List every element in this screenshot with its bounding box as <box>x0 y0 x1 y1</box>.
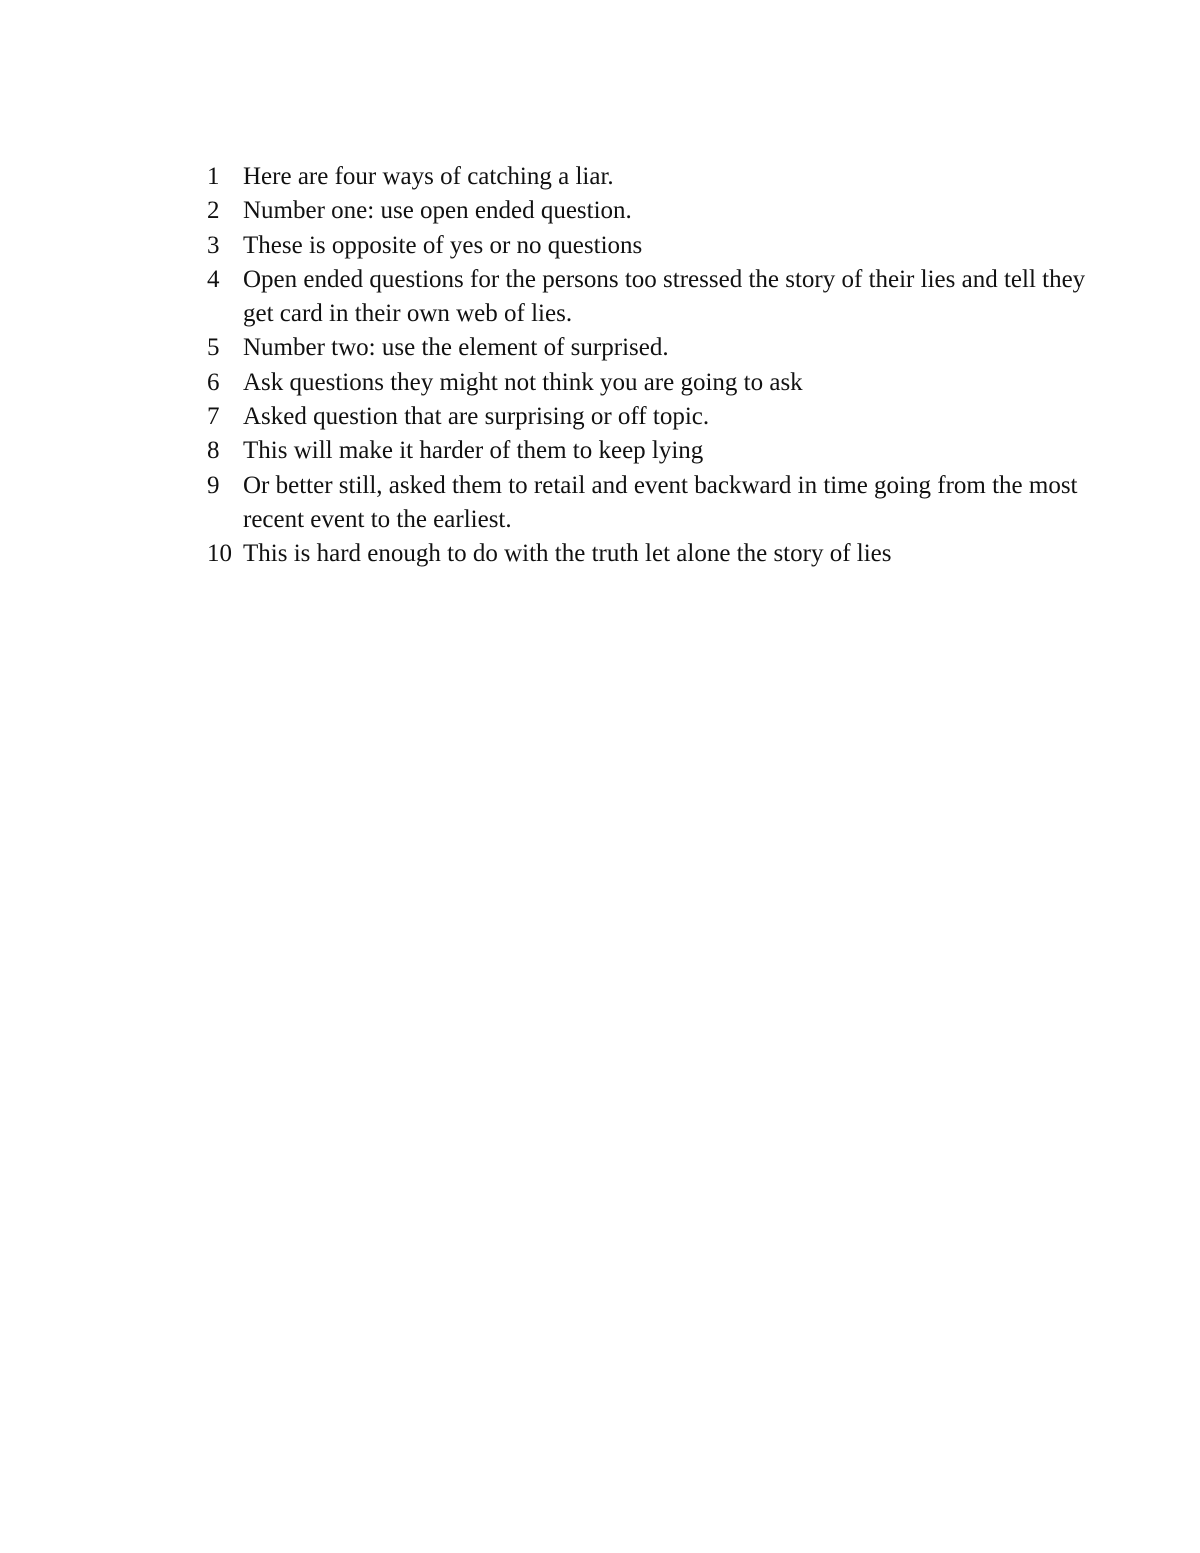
text-line <box>207 469 1087 538</box>
line-number: 6 <box>207 368 220 396</box>
line-text: These is opposite of yes or no questions <box>243 231 643 259</box>
line-text: Open ended questions for the persons too stressed the story of their lies and tell they get card in their own web of lies. <box>243 265 1086 328</box>
line-text: Or better still, asked them to retail and event backward in time going from the most recent event to the earliest. <box>243 471 1078 533</box>
numbered-line-list <box>207 160 1087 572</box>
line-number: 4 <box>207 265 220 293</box>
line-text: Asked question that are surprising or off topic. <box>243 403 710 431</box>
text-line <box>207 434 1087 468</box>
text-line <box>207 229 1087 263</box>
text-line <box>207 400 1087 434</box>
line-text: Number one: use open ended question. <box>243 197 632 225</box>
line-number: 1 <box>207 163 220 190</box>
line-text: Ask questions they might not think you are going to ask <box>243 368 803 396</box>
line-text: This will make it harder of them to keep lying <box>243 437 704 465</box>
line-text: This is hard enough to do with the truth let alone the story of lies <box>243 540 892 568</box>
text-line <box>207 194 1087 228</box>
line-number: 5 <box>207 334 220 362</box>
line-text: Here are four ways of catching a liar. <box>243 163 614 190</box>
text-line <box>207 537 1087 571</box>
line-number: 8 <box>207 437 220 465</box>
line-number: 10 <box>207 540 232 568</box>
text-line <box>207 263 1087 332</box>
text-line <box>207 366 1087 400</box>
line-number: 9 <box>207 471 220 499</box>
text-line <box>207 160 1087 194</box>
line-number: 3 <box>207 231 220 259</box>
text-line <box>207 331 1087 365</box>
line-text: Number two: use the element of surprised. <box>243 334 669 362</box>
line-number: 7 <box>207 403 220 431</box>
line-number: 2 <box>207 197 220 225</box>
